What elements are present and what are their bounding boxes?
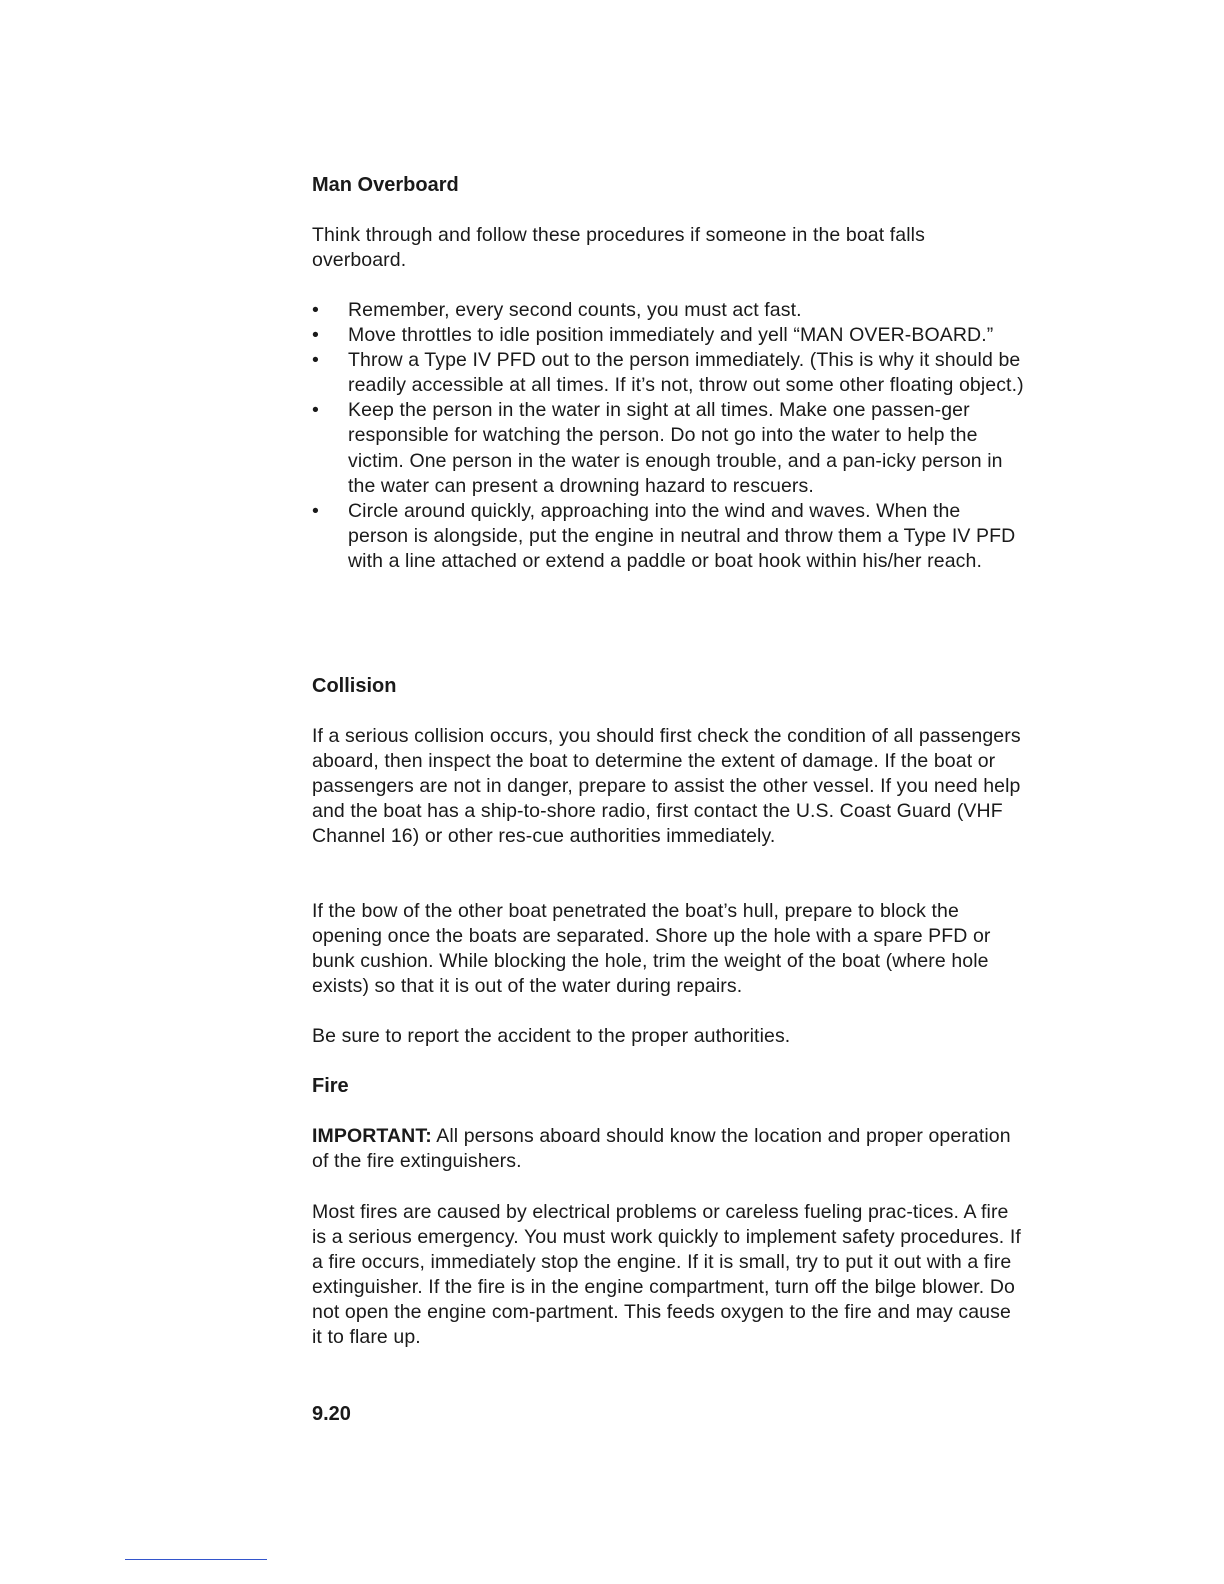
heading-man-overboard: Man Overboard — [312, 174, 459, 196]
list-item — [312, 323, 1024, 348]
bullet-icon: • — [312, 399, 319, 422]
bullet-icon: • — [312, 349, 319, 372]
fire-paragraph: Most fires are caused by electrical problems or careless fueling prac-tices. A fire is a serious emergency. You must work quickly to implement safety procedures. If a fire occurs, immediately stop the engine. If it is small, try to put it out with a fire extinguisher. If the fire is in the engine compartment, turn off the bilge blower. Do not open the engine com-partment. This feeds oxygen to the fire and may cause it to flare up. — [312, 1201, 1021, 1349]
bullet-text: Circle around quickly, approaching into the wind and waves. When the person is alongside, put the engine in neutral and throw them a Type IV PFD with a line attached or extend a paddle or boat hook within his/her reach. — [348, 499, 1016, 572]
bullet-text: Keep the person in the water in sight at all times. Make one passen-ger responsible for watching the person. Do not go into the water to help the victim. One person in the water is enough trouble, and a pan-icky person in the water can present a drowning hazard to rescuers. — [348, 399, 1003, 497]
list-item — [312, 499, 1024, 574]
important-text: All persons aboard should know the location and proper operation of the fire extinguishers. — [312, 1125, 1011, 1173]
important-label: IMPORTANT: — [312, 1125, 432, 1147]
bullet-text: Move throttles to idle position immediately and yell “MAN OVER-BOARD.” — [348, 324, 994, 347]
heading-collision: Collision — [312, 675, 397, 697]
bullet-text: Remember, every second counts, you must act fast. — [348, 299, 802, 321]
man-overboard-intro: Think through and follow these procedures if someone in the boat falls overboard. — [312, 224, 925, 272]
footer-divider — [125, 1559, 267, 1560]
list-item — [312, 348, 1024, 398]
collision-paragraph-3: Be sure to report the accident to the proper authorities. — [312, 1025, 791, 1047]
bullet-icon: • — [312, 299, 319, 321]
fire-important-note — [312, 1124, 1024, 1174]
list-item — [312, 298, 1024, 323]
collision-paragraph-2: If the bow of the other boat penetrated the boat’s hull, prepare to block the opening once the boats are separated. Shore up the hole with a spare PFD or bunk cushion. While blocking the hole, trim the weight of the boat (where hole exists) so that it is out of the water during repairs. — [312, 900, 991, 998]
page-number: 9.20 — [312, 1403, 351, 1425]
bullet-icon: • — [312, 324, 319, 347]
list-item — [312, 398, 1024, 498]
bullet-icon: • — [312, 499, 319, 522]
bullet-text: Throw a Type IV PFD out to the person immediately. (This is why it should be readily accessible at all times. If it’s not, throw out some other floating object.) — [348, 349, 1024, 397]
heading-fire: Fire — [312, 1075, 349, 1097]
collision-paragraph-1: If a serious collision occurs, you should first check the condition of all passengers aboard, then inspect the boat to determine the extent of damage. If the boat or passengers are not in danger, prepare to assist the other vessel. If you need help and the boat has a ship-to-shore radio, first contact the U.S. Coast Guard (VHF Channel 16) or other res-cue authorities immediately. — [312, 725, 1021, 848]
man-overboard-bullet-list — [312, 298, 1024, 574]
